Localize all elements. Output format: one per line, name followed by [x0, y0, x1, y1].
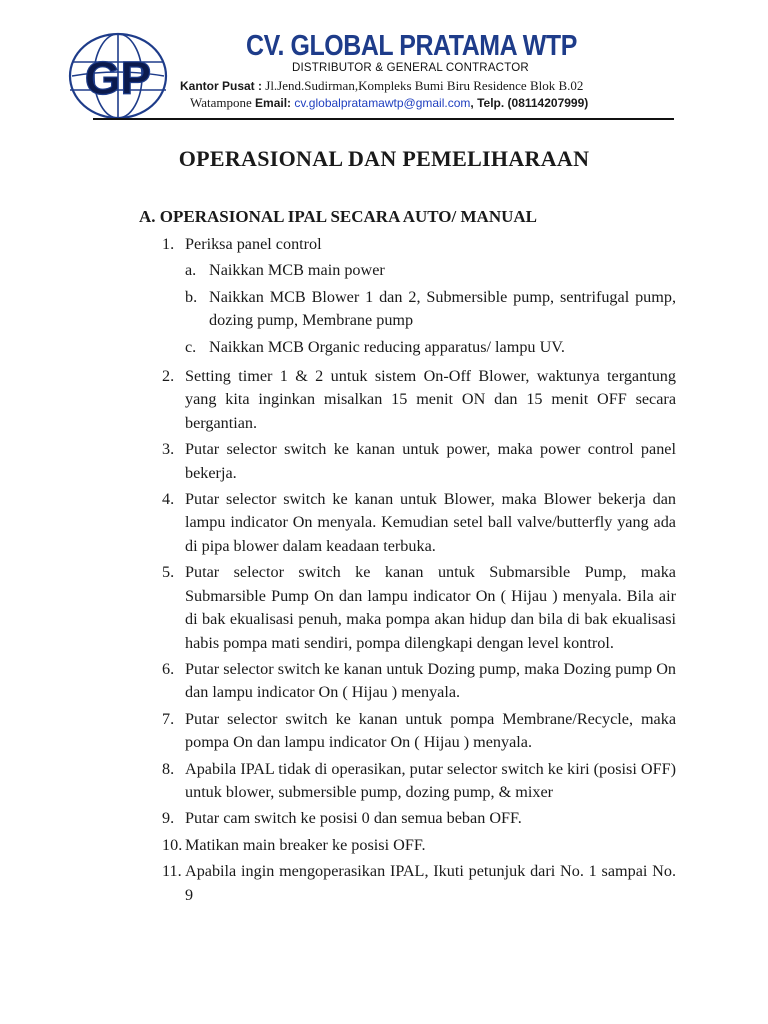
item-text: Putar selector switch ke kanan untuk power, maka power control panel bekerja.: [185, 440, 676, 482]
list-item: [162, 708, 676, 755]
sub-list-item: [185, 336, 676, 359]
list-item: [162, 438, 676, 485]
item-text: Putar selector switch ke kanan untuk Dozing pump, maka Dozing pump On dan lampu indicator On ( Hijau ) menyala.: [185, 659, 676, 702]
email-link[interactable]: cv.globalpratamawtp@gmail.com: [291, 96, 471, 110]
item-text: Putar selector switch ke kanan untuk pompa Membrane/Recycle, maka pompa On dan lampu indicator On ( Hijau ) menyala.: [185, 709, 676, 752]
procedure-list: [162, 233, 676, 910]
company-subtitle: DISTRIBUTOR & GENERAL CONTRACTOR: [292, 62, 529, 74]
item-number: 2.: [162, 367, 175, 386]
header-divider: [93, 118, 674, 120]
item-text: Periksa panel control: [185, 235, 322, 253]
item-text: Putar selector switch ke kanan untuk Submarsible Pump, maka Submarsible Pump On dan lampu indicator On ( Hijau ) menyala. Bila air di bak ekualisasi penuh, maka pompa akan hidup dan bila di bak ekualisasi habis pompa mati sendiri, pompa dilengkapi dengan level kontrol.: [185, 563, 676, 652]
list-item: [162, 834, 676, 857]
city: Watampone: [190, 95, 256, 110]
office-address-line: [180, 78, 583, 94]
item-number: 1.: [162, 235, 175, 253]
item-number: 4.: [162, 490, 175, 509]
item-number: 7.: [162, 709, 175, 728]
logo-letters: GP: [84, 52, 152, 104]
list-item: [162, 365, 676, 435]
sub-item-letter: c.: [185, 337, 197, 356]
item-text: Putar cam switch ke posisi 0 dan semua beban OFF.: [185, 809, 522, 828]
list-item: [162, 561, 676, 655]
item-text: Setting timer 1 & 2 untuk sistem On-Off Blower, waktunya tergantung yang kita inginkan misalkan 15 menit ON dan 15 menit OFF secara bergantian.: [185, 367, 676, 432]
item-number: 3.: [162, 440, 175, 459]
document-title: OPERASIONAL DAN PEMELIHARAAN: [178, 146, 590, 171]
company-name: CV. GLOBAL PRATAMA WTP: [246, 30, 577, 62]
company-logo-icon: [60, 32, 182, 120]
item-text: Matikan main breaker ke posisi OFF.: [185, 835, 426, 854]
office-label: Kantor Pusat :: [180, 79, 263, 93]
list-item: [162, 488, 676, 558]
sub-list-item: [185, 259, 676, 282]
letterhead: [60, 26, 680, 118]
list-item: [162, 658, 676, 705]
sub-item-text: Naikkan MCB Organic reducing apparatus/ lampu UV.: [209, 337, 565, 356]
item-text: Putar selector switch ke kanan untuk Blower, maka Blower bekerja dan lampu indicator On menyala. Kemudian setel ball valve/butterfly yang ada di pipa blower dalam keadaan terbuka.: [185, 490, 676, 555]
sub-item-letter: a.: [185, 261, 197, 280]
list-item: [162, 860, 676, 907]
phone: , Telp. (08114207999): [470, 96, 589, 110]
item-number: 11.: [162, 862, 182, 881]
item-number: 9.: [162, 809, 175, 828]
sub-item-text: Naikkan MCB Blower 1 dan 2, Submersible pump, sentrifugal pump, dozing pump, Membrane pump: [209, 287, 676, 330]
sub-item-letter: b.: [185, 287, 198, 306]
item-number: 5.: [162, 563, 175, 582]
list-item: [162, 807, 676, 830]
email-label: Email:: [255, 96, 292, 110]
item-text: Apabila IPAL tidak di operasikan, putar selector switch ke kiri (posisi OFF) untuk blower, submersible pump, dozing pump, & mixer: [185, 759, 676, 801]
item-number: 6.: [162, 659, 175, 678]
sub-item-text: Naikkan MCB main power: [209, 261, 385, 280]
list-item: [162, 233, 676, 362]
item-number: 8.: [162, 759, 175, 778]
list-item: [162, 758, 676, 805]
contact-line: [190, 95, 588, 111]
item-text: Apabila ingin mengoperasikan IPAL, Ikuti petunjuk dari No. 1 sampai No. 9: [185, 862, 676, 904]
sub-list-item: [185, 286, 676, 333]
item-number: 10.: [162, 835, 183, 854]
section-heading: A. OPERASIONAL IPAL SECARA AUTO/ MANUAL: [139, 207, 537, 226]
office-address: Jl.Jend.Sudirman,Kompleks Bumi Biru Residence Blok B.02: [262, 78, 584, 93]
